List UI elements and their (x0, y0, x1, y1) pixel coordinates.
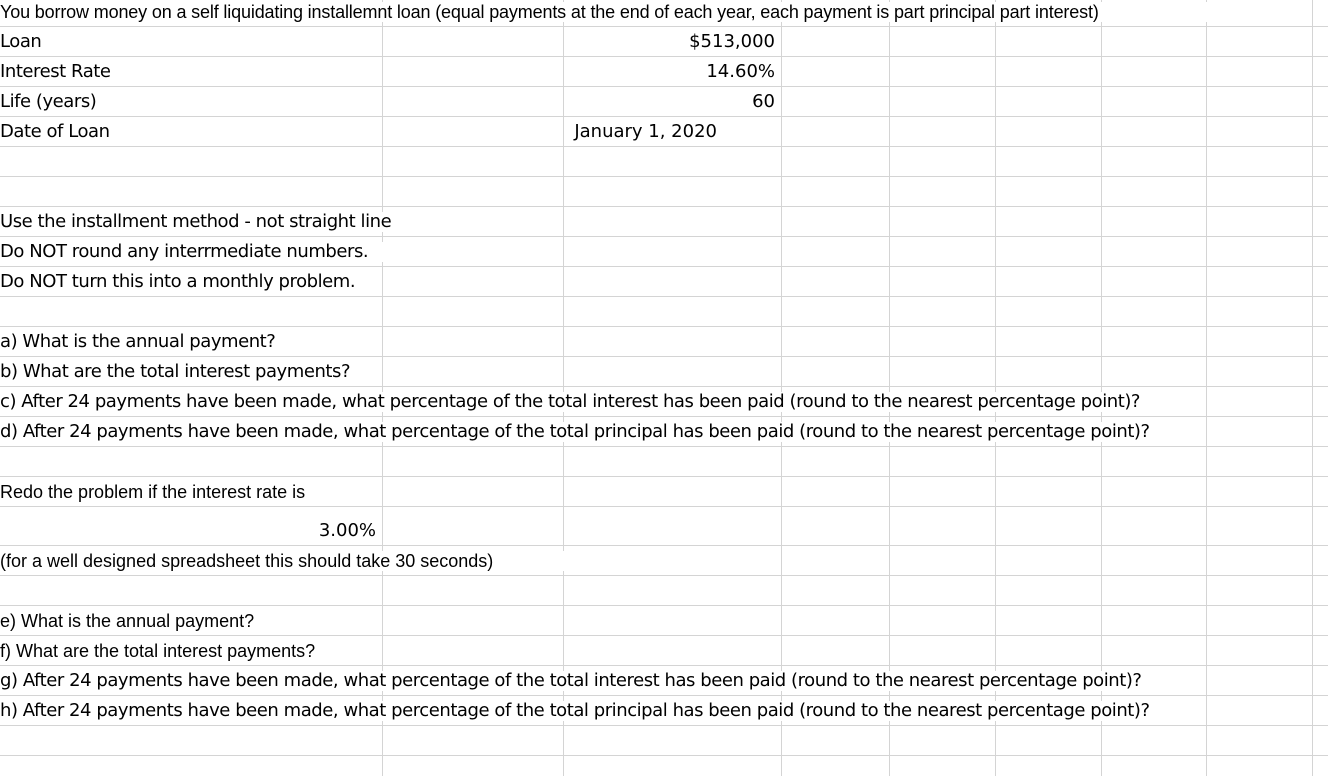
gridline-horizontal (0, 176, 1328, 177)
gridline-horizontal (0, 116, 1328, 117)
question-cell[interactable]: f) What are the total interest payments? (0, 641, 380, 661)
date-of-loan-label-cell[interactable]: Date of Loan (0, 122, 380, 142)
life-years-label-cell[interactable]: Life (years) (0, 92, 380, 112)
gridline-horizontal (0, 26, 1328, 27)
gridline-horizontal (0, 326, 1328, 327)
loan-label-cell[interactable]: Loan (0, 32, 380, 52)
instruction-cell[interactable]: Do NOT turn this into a monthly problem. (0, 272, 380, 292)
instruction-cell[interactable]: Use the installment method - not straight line (0, 212, 410, 232)
gridline-horizontal (0, 146, 1328, 147)
question-cell[interactable]: b) What are the total interest payments? (0, 362, 380, 382)
gridline-horizontal (0, 86, 1328, 87)
gridline-horizontal (0, 236, 1328, 237)
gridline-horizontal (0, 665, 1328, 666)
gridline-horizontal (0, 446, 1328, 447)
question-cell[interactable]: e) What is the annual payment? (0, 611, 380, 631)
redo-rate-cell[interactable]: 3.00% (318, 520, 376, 541)
loan-value-cell[interactable]: $513,000 (689, 31, 775, 52)
gridline-horizontal (0, 506, 1328, 507)
interest-rate-label-cell[interactable]: Interest Rate (0, 62, 380, 82)
question-cell[interactable]: h) After 24 payments have been made, what percentage of the total principal has been paid (round to the nearest percentage point)? (0, 701, 1190, 721)
gridline-horizontal (0, 575, 1328, 576)
gridline-horizontal (0, 416, 1328, 417)
question-cell[interactable]: c) After 24 payments have been made, what percentage of the total interest has been paid (round to the nearest percentage point)? (0, 392, 1170, 412)
redo-note-cell[interactable]: (for a well designed spreadsheet this should take 30 seconds) (0, 551, 580, 571)
question-cell[interactable]: d) After 24 payments have been made, what percentage of the total principal has been paid (round to the nearest percentage point)? (0, 422, 1190, 442)
gridline-horizontal (0, 296, 1328, 297)
gridline-horizontal (0, 725, 1328, 726)
gridline-horizontal (0, 695, 1328, 696)
gridline-horizontal (0, 605, 1328, 606)
gridline-horizontal (0, 56, 1328, 57)
gridline-horizontal (0, 476, 1328, 477)
interest-rate-value-cell[interactable]: 14.60% (706, 61, 775, 82)
instruction-cell[interactable]: Do NOT round any interrmediate numbers. (0, 242, 390, 262)
gridline-horizontal (0, 266, 1328, 267)
gridline-horizontal (0, 356, 1328, 357)
question-cell[interactable]: a) What is the annual payment? (0, 332, 380, 352)
gridline-horizontal (0, 635, 1328, 636)
gridline-horizontal (0, 755, 1328, 756)
problem-title-cell[interactable]: You borrow money on a self liquidating installemnt loan (equal payments at the end of each year, each payment is part principal part interest) (0, 2, 1311, 22)
date-of-loan-value-cell[interactable]: January 1, 2020 (574, 121, 717, 142)
life-years-value-cell[interactable]: 60 (752, 91, 775, 112)
gridline-horizontal (0, 545, 1328, 546)
question-cell[interactable]: g) After 24 payments have been made, what percentage of the total interest has been paid (round to the nearest percentage point)? (0, 671, 1170, 691)
redo-label-cell[interactable]: Redo the problem if the interest rate is (0, 482, 380, 502)
gridline-horizontal (0, 206, 1328, 207)
gridline-horizontal (0, 386, 1328, 387)
